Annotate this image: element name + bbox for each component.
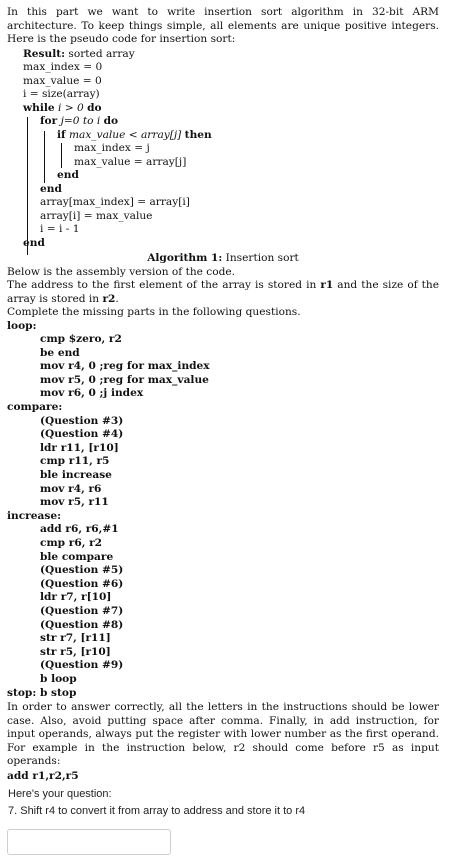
answer-field-wrapper [7,829,171,855]
document [7,6,439,783]
algo-line: array[i] = max_value [40,209,153,222]
example-instruction: add r1,r2,r5 [7,769,79,782]
register-name: r1 [320,279,334,291]
label-compare: compare: [7,401,63,414]
asm-line: str r7, [r11] [40,632,111,645]
answer-input[interactable] [8,830,170,854]
asm-line: cmp $zero, r2 [40,333,122,346]
asm-line: mov r6, 0 ;j index [40,387,144,400]
label-increase: increase: [7,509,61,522]
block-rule [61,143,62,168]
algorithm-block [7,48,439,251]
keyword: if [57,128,66,141]
asm-line: cmp r6, r2 [40,537,103,549]
increase-block [7,523,439,686]
description-text: . [115,292,119,305]
asm-line: mov r4, 0 ;reg for max_index [40,360,210,373]
asm-line: (Question #6) [40,577,124,590]
asm-line: mov r4, r6 [40,482,102,495]
algo-line: max_index = j [74,142,150,154]
asm-line: be end [40,346,80,359]
result-value: sorted array [68,47,135,60]
question-text: 7. Shift r4 to convert it from array to address and store it to r4 [8,805,306,817]
asm-line: mov r5, r11 [40,496,109,509]
algo-line: max_index = 0 [23,61,103,73]
block-rule [27,117,28,255]
asm-line: b stop [39,686,77,699]
label-stop: stop: [7,686,37,699]
stop-line [7,687,439,701]
algo-line: i = i - 1 [40,223,80,235]
instructions-text: In order to answer correctly, all the letters in the instructions should be lower case. Also, avoid putting space after comma. Finally, in add instruction, for input operands, always put the register with lower number as the first operand. For example in the instruction below, r2 should come before r5 as input operands: [7,701,439,768]
register-name: r2 [102,292,116,305]
description-line [7,279,439,306]
for-line [40,115,439,129]
description-text: The address to the first element of the array is stored in [7,279,321,291]
asm-line: (Question #3) [40,414,124,427]
asm-line: ble compare [40,550,114,563]
result-line [23,48,439,62]
question-area [8,788,438,817]
asm-line: (Question #9) [40,659,124,672]
keyword: for [40,115,58,127]
keyword: while [23,101,55,114]
label-loop: loop: [7,319,37,332]
intro [7,6,439,47]
instructions [7,701,439,783]
if-line [57,129,439,143]
keyword: then [184,128,212,141]
asm-line: ldr r11, [r10] [40,441,119,454]
block-rule [44,131,45,183]
description-line: Complete the missing parts in the following questions. [7,306,301,318]
question-heading: Here's your question: [8,788,112,800]
end-keyword: end [57,169,79,181]
asm-line: cmp r11, r5 [40,455,110,468]
algo-line: max_value = 0 [23,74,102,87]
asm-line: (Question #5) [40,564,124,577]
description-line: Below is the assembly version of the code. [7,265,236,278]
description [7,266,439,320]
asm-line: ble increase [40,469,112,482]
end-keyword: end [23,236,45,249]
for-body [40,129,439,183]
loop-block [7,333,439,401]
asm-line: str r5, [r10] [40,645,111,658]
algo-line: max_value = array[j] [74,155,187,168]
keyword: do [103,115,119,127]
algo-line: array[max_index] = array[i] [40,196,190,208]
asm-line: (Question #4) [40,428,124,441]
asm-line: mov r5, 0 ;reg for max_value [40,373,209,386]
asm-line: (Question #7) [40,604,124,617]
description-text: and the size of the array is stored in [7,279,439,305]
intro-paragraph: In this part we want to write insertion sort algorithm in 32-bit ARM architecture. To keep things simple, all elements are unique positive integers. Here is the pseudo code for insertion sort: [7,6,439,45]
asm-line: (Question #8) [40,618,124,631]
asm-line: add r6, r6,#1 [40,523,119,536]
end-keyword: end [40,182,62,195]
asm-line: ldr r7, r[10] [40,591,112,604]
keyword: do [87,101,102,114]
if-condition: max_value < array[j] [68,128,182,141]
result-label: Result: [23,47,66,60]
for-condition: j=0 to i [60,115,101,127]
while-line [23,102,439,116]
algo-line: i = size(array) [23,88,100,100]
while-body [23,115,439,237]
caption-label: Algorithm 1: [147,252,223,264]
compare-block [7,415,439,510]
algorithm-caption [7,252,439,266]
if-body [57,142,439,169]
asm-line: b loop [40,672,77,685]
caption-text: Insertion sort [225,252,299,264]
assembly-code [7,320,439,701]
while-condition: i > 0 [58,101,84,114]
